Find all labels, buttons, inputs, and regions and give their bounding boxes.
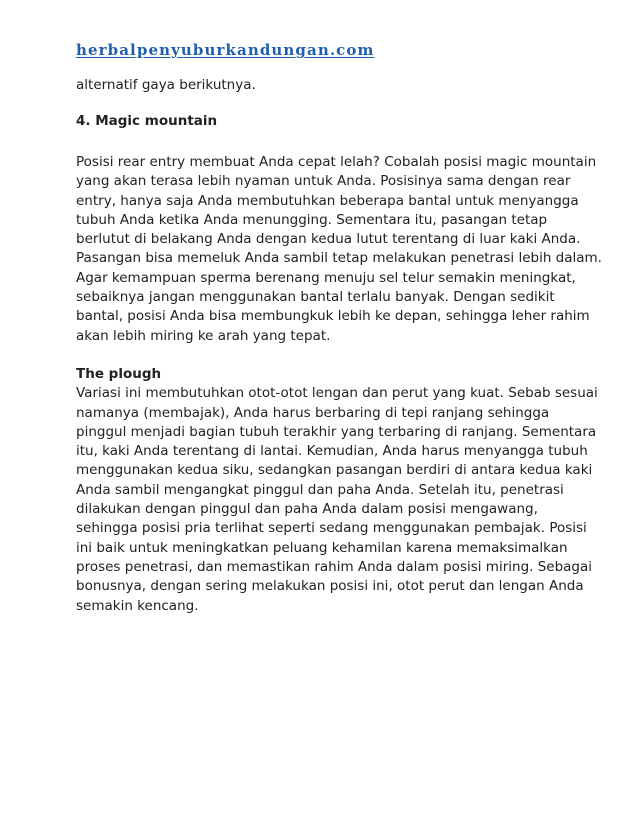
- paragraph-line: semakin kencang.: [76, 597, 199, 614]
- paragraph-line: namanya (membajak), Anda harus berbaring di tepi ranjang sehingga: [76, 404, 550, 421]
- paragraph-line: proses penetrasi, dan memastikan rahim Anda dalam posisi miring. Sebagai: [76, 558, 593, 575]
- the-plough-paragraph: [76, 384, 598, 616]
- paragraph-line: dilakukan dengan pinggul dan paha Anda dalam posisi mengawang,: [76, 501, 538, 518]
- site-header-link[interactable]: herbalpenyuburkandungan.com: [76, 41, 375, 59]
- paragraph-line: bantal, posisi Anda bisa membungkuk lebih ke depan, sehingga leher rahim: [76, 308, 590, 325]
- paragraph-line: berlutut di belakang Anda dengan kedua lutut terentang di luar kaki Anda.: [76, 231, 581, 248]
- document-page: [76, 40, 602, 616]
- paragraph-line: Variasi ini membutuhkan otot-otot lengan dan perut yang kuat. Sebab sesuai: [76, 385, 598, 402]
- paragraph-line: Posisi rear entry membuat Anda cepat lelah? Cobalah posisi magic mountain: [76, 154, 597, 170]
- paragraph-line: sebaiknya jangan menggunakan bantal terlalu banyak. Dengan sedikit: [76, 289, 555, 306]
- paragraph-line: Anda sambil mengangkat pinggul dan paha Anda. Setelah itu, penetrasi: [76, 481, 564, 498]
- paragraph-line: menggunakan kedua siku, sedangkan pasangan berdiri di antara kedua kaki: [76, 462, 593, 479]
- paragraph-line: sehingga posisi pria terlihat seperti sedang menggunakan pembajak. Posisi: [76, 520, 587, 537]
- paragraph-line: tubuh Anda ketika Anda menungging. Sementara itu, pasangan tetap: [76, 211, 548, 228]
- paragraph-line: Agar kemampuan sperma berenang menuju sel telur semakin meningkat,: [76, 269, 576, 286]
- paragraph-line: itu, kaki Anda terentang di lantai. Kemudian, Anda harus menyangga tubuh: [76, 443, 588, 460]
- paragraph-line: akan lebih miring ke arah yang tepat.: [76, 327, 331, 344]
- paragraph-line: ini baik untuk meningkatkan peluang kehamilan karena memaksimalkan: [76, 539, 568, 556]
- paragraph-line: pinggul menjadi bagian tubuh terakhir yang terbaring di ranjang. Sementara: [76, 423, 597, 440]
- paragraph-line: Pasangan bisa memeluk Anda sambil tetap melakukan penetrasi lebih dalam.: [76, 250, 602, 267]
- paragraph-line: entry, hanya saja Anda membutuhkan beberapa bantal untuk menyangga: [76, 192, 579, 209]
- paragraph-line: bonusnya, dengan sering melakukan posisi ini, otot perut dan lengan Anda: [76, 578, 584, 595]
- magic-mountain-paragraph: [76, 153, 602, 346]
- section-heading-magic-mountain: 4. Magic mountain: [76, 113, 218, 129]
- section-heading-the-plough: The plough: [76, 365, 162, 382]
- paragraph-line: yang akan terasa lebih nyaman untuk Anda. Posisinya sama dengan rear: [76, 173, 571, 190]
- lead-text: alternatif gaya berikutnya.: [76, 77, 256, 93]
